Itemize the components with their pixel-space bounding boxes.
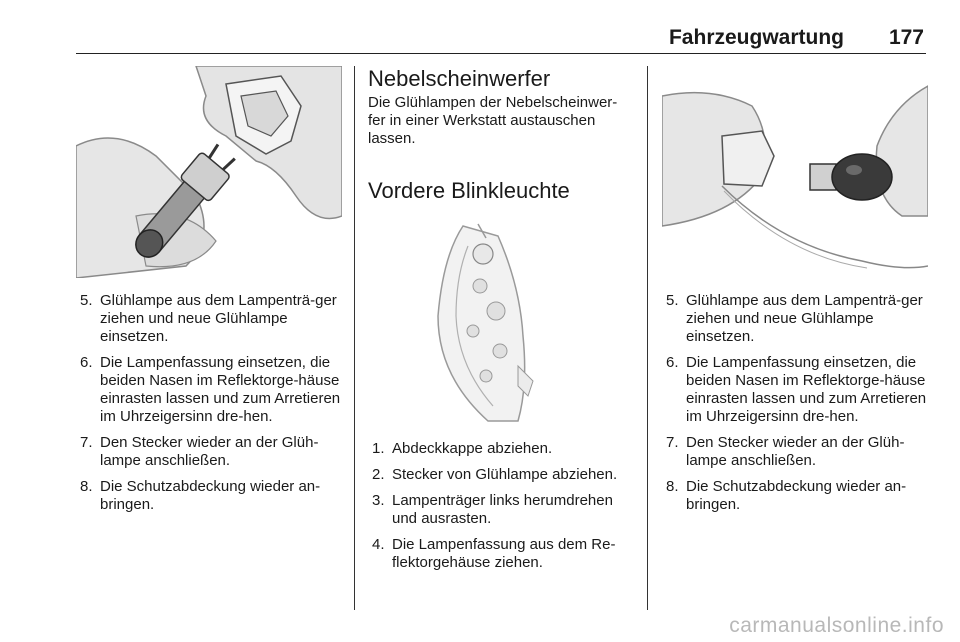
list-item: [662, 292, 928, 346]
fog-light-text: Die Glühlampen der Nebelscheinwer-fer in einer Werkstatt austauschen lassen.: [368, 94, 618, 147]
step-text: Abdeckkappe abziehen.: [392, 440, 553, 457]
list-item: [368, 536, 634, 572]
bulb-replacement-illustration: [76, 66, 342, 278]
step-number: 2.: [372, 466, 385, 483]
step-number: 7.: [80, 434, 93, 451]
fog-light-heading: Nebelscheinwerfer: [368, 66, 551, 91]
turn-signal-bulb-drawing: [662, 66, 928, 278]
turn-signal-bulb-illustration: [662, 66, 928, 278]
left-column: [76, 66, 342, 522]
step-text: Die Lampenfassung aus dem Re-flektorgehäuse ziehen.: [392, 536, 616, 571]
list-item: [662, 434, 928, 470]
step-text: Glühlampe aus dem Lampenträ-ger ziehen und neue Glühlampe einsetzen.: [686, 292, 923, 345]
list-item: [368, 466, 634, 484]
list-item: [662, 478, 928, 514]
step-number: 6.: [666, 354, 679, 371]
list-item: [76, 292, 342, 346]
steps-list-right: [662, 292, 928, 514]
bulb-in-hand-drawing: [76, 66, 342, 278]
step-number: 8.: [666, 478, 679, 495]
list-item: [368, 492, 634, 528]
page-number: 177: [888, 26, 924, 49]
step-text: Die Schutzabdeckung wieder an-bringen.: [100, 478, 321, 513]
step-number: 6.: [80, 354, 93, 371]
middle-column: [368, 66, 634, 580]
list-item: [368, 440, 634, 458]
section-title: Fahrzeugwartung: [668, 26, 844, 49]
page-header: [76, 26, 926, 52]
step-number: 5.: [80, 292, 93, 309]
step-number: 4.: [372, 536, 385, 553]
column-divider-1: [354, 66, 355, 610]
step-text: Glühlampe aus dem Lampenträ-ger ziehen und neue Glühlampe einsetzen.: [100, 292, 337, 345]
step-number: 3.: [372, 492, 385, 509]
steps-list-middle: [368, 440, 634, 572]
step-text: Stecker von Glühlampe abziehen.: [392, 466, 618, 483]
step-text: Die Lampenfassung einsetzen, die beiden Nasen im Reflektorge-häuse einrasten lassen und zum Arretieren im Uhrzeigersinn dre-hen.: [686, 354, 927, 425]
step-text: Die Schutzabdeckung wieder an-bringen.: [686, 478, 907, 513]
watermark: carmanualsonline.info: [729, 614, 944, 637]
list-item: [662, 354, 928, 426]
step-text: Den Stecker wieder an der Glüh-lampe anschließen.: [686, 434, 905, 469]
list-item: [76, 434, 342, 470]
list-item: [76, 478, 342, 514]
reflector-housing-drawing: [368, 216, 634, 424]
turn-signal-heading: Vordere Blinkleuchte: [368, 178, 570, 203]
step-number: 5.: [666, 292, 679, 309]
step-number: 8.: [80, 478, 93, 495]
right-column: [662, 66, 928, 522]
steps-list-left: [76, 292, 342, 514]
step-number: 1.: [372, 440, 385, 457]
column-divider-2: [647, 66, 648, 610]
step-number: 7.: [666, 434, 679, 451]
step-text: Lampenträger links herumdrehen und ausrasten.: [392, 492, 613, 527]
turn-signal-illustration: [368, 216, 634, 424]
header-rule: [76, 53, 926, 54]
list-item: [76, 354, 342, 426]
step-text: Den Stecker wieder an der Glüh-lampe anschließen.: [100, 434, 319, 469]
step-text: Die Lampenfassung einsetzen, die beiden Nasen im Reflektorge-häuse einrasten lassen und zum Arretieren im Uhrzeigersinn dre-hen.: [100, 354, 341, 425]
